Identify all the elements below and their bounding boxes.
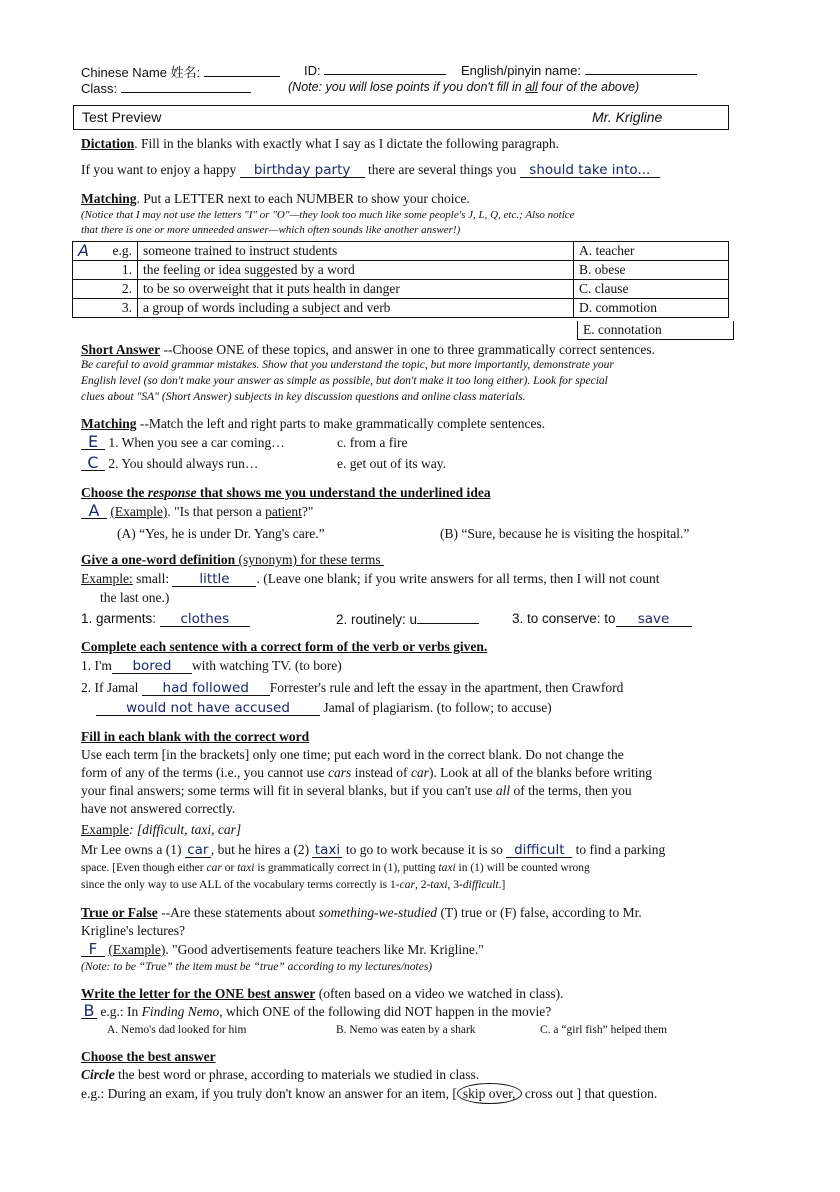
- short-answer-instruction: Short Answer --Choose ONE of these topics, and answer in one to three grammatically correct sentences.: [81, 342, 655, 357]
- response-heading: Choose the response that shows me you understand the underlined idea: [81, 485, 491, 500]
- test-preview-title: Test Preview: [82, 109, 162, 125]
- definition-answer-3[interactable]: save: [616, 612, 692, 627]
- matching-instruction: Matching. Put a LETTER next to each NUMBER to show your choice.: [81, 191, 470, 206]
- circled-answer[interactable]: skip over,: [457, 1083, 522, 1104]
- best-letter-instruction: Write the letter for the ONE best answer (often based on a video we watched in class).: [81, 986, 564, 1001]
- fill-p2: form of any of the terms (i.e., you cannot use cars instead of car). Look at all of the blanks before writing: [81, 765, 652, 780]
- truefalse-instruction: True or False --Are these statements about something-we-studied (T) true or (F) false, according to Mr.: [81, 905, 642, 920]
- best-answer-heading: Choose the best answer: [81, 1049, 216, 1064]
- fill-example-label: Example: [difficult, taxi, car]: [81, 822, 242, 837]
- class-label: Class:: [81, 81, 118, 96]
- row-number[interactable]: 3.: [73, 299, 138, 318]
- matching2-right-1: c. from a fire: [337, 435, 408, 450]
- best-letter-answer[interactable]: B: [81, 1004, 97, 1019]
- truefalse-instruction-2: Krigline's lectures?: [81, 923, 186, 938]
- id-label: ID:: [304, 63, 321, 78]
- definition-answer-2[interactable]: [417, 611, 479, 624]
- short-answer-line-3: clues about "SA" (Short Answer) subjects in key discussion questions and online class materials.: [81, 391, 526, 403]
- fill-example-sentence: Mr Lee owns a (1) car , but he hires a (2) taxi to go to work because it is so difficult to find a parking: [81, 842, 666, 858]
- verbs-sentence-2-cont: would not have accused Jamal of plagiarism. (to follow; to accuse): [96, 700, 552, 716]
- row-option: C. clause: [574, 280, 729, 299]
- best-answer-instruction: Circle the best word or phrase, according to materials we studied in class.: [81, 1067, 480, 1082]
- truefalse-example: F (Example). "Good advertisements feature teachers like Mr. Krigline.": [81, 942, 484, 958]
- response-option-a: (A) “Yes, he is under Dr. Yang's care.”: [117, 526, 325, 541]
- matching-table: [72, 241, 729, 318]
- row-definition: the feeling or idea suggested by a word: [138, 261, 574, 280]
- matching2-instruction: Matching --Match the left and right parts to make grammatically complete sentences.: [81, 416, 546, 431]
- table-row: [73, 242, 729, 261]
- best-letter-question: B e.g.: In Finding Nemo, which ONE of the following did NOT happen in the movie?: [81, 1004, 551, 1020]
- response-option-b: (B) “Sure, because he is visiting the hospital.”: [440, 526, 690, 541]
- best-answer-example: e.g.: During an exam, if you truly don't know an answer for an item, [ skip over, cross out ] that question.: [81, 1086, 657, 1102]
- definition-example-answer: little: [172, 572, 256, 587]
- row-number[interactable]: A e.g.: [73, 242, 138, 261]
- definition-answer-1[interactable]: clothes: [160, 612, 250, 627]
- definition-instruction-2: the last one.): [100, 590, 170, 605]
- fill-answer-2: taxi: [312, 843, 342, 858]
- best-letter-option-a: A. Nemo's dad looked for him: [107, 1024, 247, 1036]
- truefalse-note: (Note: to be “True” the item must be “true” according to my lectures/notes): [81, 961, 433, 973]
- definition-example: Example: small: little . (Leave one blank; if you write answers for all terms, then I will not count: [81, 571, 660, 587]
- matching2-right-2: e. get out of its way.: [337, 456, 446, 471]
- row-definition: a group of words including a subject and verb: [138, 299, 574, 318]
- matching-note-2: that there is one or more unneeded answer—which often sounds like another answer!): [81, 224, 461, 236]
- fill-heading: Fill in each blank with the correct word: [81, 729, 310, 744]
- definition-term-1: 1. garments: clothes: [81, 611, 250, 627]
- definition-term-2: 2. routinely: u: [336, 611, 479, 627]
- matching-note-1: (Notice that I may not use the letters "I" or "O"—they look too much like some people's J, L, Q, etc.; Also notice: [81, 209, 575, 221]
- row-option: D. commotion: [574, 299, 729, 318]
- response-answer[interactable]: A: [81, 504, 107, 519]
- teacher-name: Mr. Krigline: [592, 109, 663, 125]
- table-row: [73, 280, 729, 299]
- truefalse-answer[interactable]: F: [81, 942, 105, 957]
- matching2-item-2: C 2. You should always run…: [81, 456, 258, 472]
- fill-note-2: since the only way to use ALL of the vocabulary terms correctly is 1-car, 2-taxi, 3-difficult.]: [81, 879, 506, 891]
- verbs-answer-1[interactable]: bored: [112, 659, 192, 674]
- extra-option: E. connotation: [577, 321, 734, 340]
- fill-note-1: space. [Even though either car or taxi is grammatically correct in (1), putting taxi in (1) will be counted wrong: [81, 862, 590, 874]
- english-name-field[interactable]: [461, 62, 697, 78]
- row-option: A. teacher: [574, 242, 729, 261]
- row-option: B. obese: [574, 261, 729, 280]
- title-box: [73, 105, 729, 130]
- verbs-sentence-2: 2. If Jamal had followed Forrester's rule and left the essay in the apartment, then Crawford: [81, 680, 624, 696]
- fill-p3: your final answers; some terms will fit in several blanks, but if you can't use all of the terms, then you: [81, 783, 632, 798]
- definition-heading: Give a one-word definition (synonym) for these terms: [81, 552, 381, 567]
- short-answer-line-1: Be careful to avoid grammar mistakes. Show that you understand the topic, but more importantly, demonstrate your: [81, 359, 614, 371]
- matching2-answer-2[interactable]: C: [81, 456, 105, 471]
- fill-answer-3: difficult: [506, 843, 572, 858]
- verbs-heading: Complete each sentence with a correct form of the verb or verbs given.: [81, 639, 488, 654]
- matching2-answer-1[interactable]: E: [81, 435, 105, 450]
- row-number[interactable]: 2.: [73, 280, 138, 299]
- row-definition: someone trained to instruct students: [138, 242, 574, 261]
- fill-answer-1: car: [185, 843, 211, 858]
- fill-p1: Use each term [in the brackets] only one time; put each word in the correct blank. Do not change the: [81, 747, 624, 762]
- english-name-label: English/pinyin name:: [461, 63, 581, 78]
- best-letter-option-b: B. Nemo was eaten by a shark: [336, 1024, 476, 1036]
- example-answer: A: [78, 241, 89, 260]
- definition-term-3: 3. to conserve: to save: [512, 611, 692, 627]
- row-number[interactable]: 1.: [73, 261, 138, 280]
- dictation-line: If you want to enjoy a happy birthday party there are several things you should take into...: [81, 162, 660, 178]
- short-answer-line-2: English level (so don't make your answer as simple as possible, but don't make it too long either). Look for special: [81, 375, 608, 387]
- table-row: [73, 261, 729, 280]
- fill-p4: have not answered correctly.: [81, 801, 236, 816]
- id-field[interactable]: [304, 62, 446, 78]
- header-note: (Note: you will lose points if you don't fill in all four of the above): [288, 80, 640, 94]
- dictation-answer-1[interactable]: birthday party: [240, 163, 365, 178]
- verbs-sentence-1: 1. I'm bored with watching TV. (to bore): [81, 658, 342, 674]
- chinese-name-label: Chinese Name 姓名:: [81, 65, 201, 80]
- verbs-answer-3[interactable]: would not have accused: [96, 701, 320, 716]
- chinese-name-field[interactable]: [81, 62, 280, 81]
- verbs-answer-2[interactable]: had followed: [142, 681, 270, 696]
- dictation-instruction: Dictation. Fill in the blanks with exactly what I say as I dictate the following paragraph.: [81, 136, 560, 151]
- dictation-answer-2[interactable]: should take into...: [520, 163, 660, 178]
- best-letter-option-c: C. a “girl fish” helped them: [540, 1024, 668, 1036]
- response-example: A (Example). "Is that person a patient?": [81, 504, 313, 520]
- table-row: [73, 299, 729, 318]
- row-definition: to be so overweight that it puts health in danger: [138, 280, 574, 299]
- class-field[interactable]: [81, 80, 251, 96]
- matching2-item-1: E 1. When you see a car coming…: [81, 435, 285, 451]
